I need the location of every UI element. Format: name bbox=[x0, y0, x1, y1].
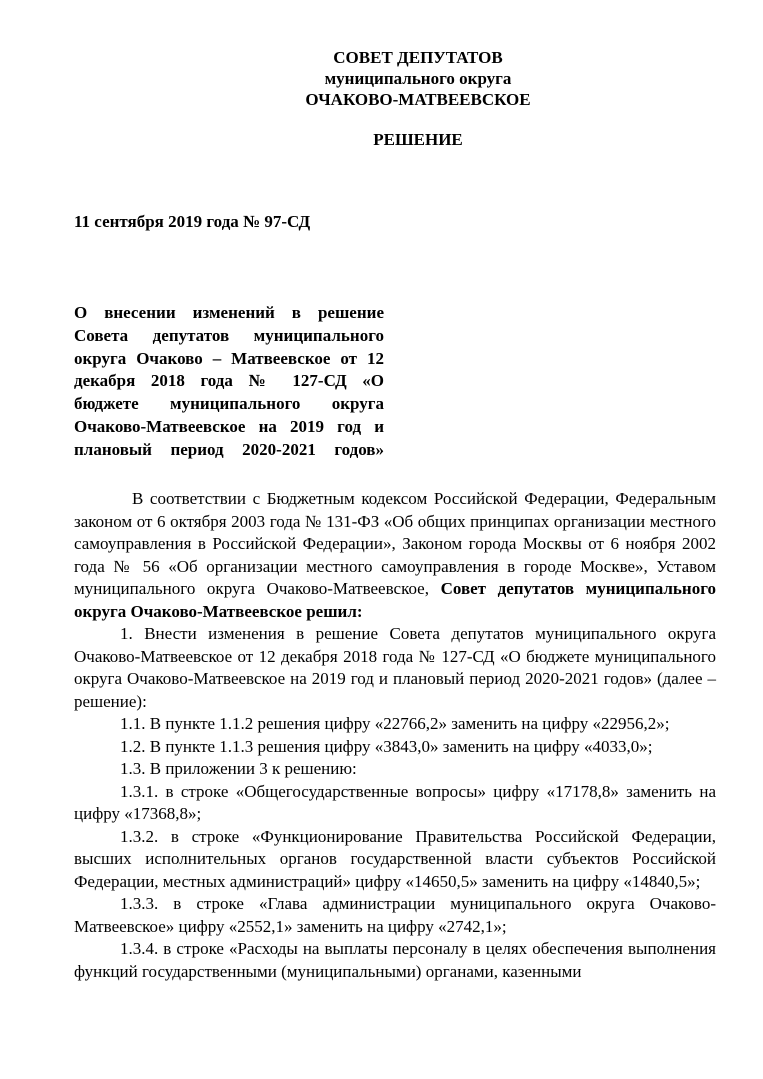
list-item: 1.3.3. в строке «Глава администрации муниципального округа Очаково-Матвеевское» цифру «2552,1» заменить на цифру «2742,1»; bbox=[74, 894, 716, 936]
list-item: 1.3.1. в строке «Общегосударственные вопросы» цифру «17178,8» заменить на цифру «17368,8»; bbox=[74, 781, 716, 823]
district-name: ОЧАКОВО-МАТВЕЕВСКОЕ bbox=[305, 90, 531, 109]
list-item: 1.3.4. в строке «Расходы на выплаты персоналу в целях обеспечения выполнения функций государственными (муниципальными) органами, казенными bbox=[74, 939, 716, 981]
decision-body bbox=[74, 488, 716, 983]
council-title: СОВЕТ ДЕПУТАТОВ bbox=[333, 48, 503, 67]
list-item: 1.2. В пункте 1.1.3 решения цифру «3843,0» заменить на цифру «4033,0»; bbox=[120, 736, 653, 756]
date-number: 11 сентября 2019 года № 97-СД bbox=[74, 212, 311, 231]
preamble-resolution: Совет депутатов муниципального округа Очаково-Матвеевское решил: bbox=[74, 579, 717, 621]
preamble-paragraph bbox=[74, 488, 716, 623]
list-item: 1.3. В приложении 3 к решению: bbox=[120, 759, 357, 778]
document-type: РЕШЕНИЕ bbox=[373, 130, 463, 149]
decision-subject: О внесении изменений в решение Совета депутатов муниципального округа Очаково – Матвеевское от 12 декабря 2018 года № 127-СД «О бюджете муниципального округа Очаково-Матвеевское на 2019 год и плановый период 2020-2021 годов» bbox=[74, 303, 384, 459]
list-item: 1.1. В пункте 1.1.2 решения цифру «22766,2» заменить на цифру «22956,2»; bbox=[120, 714, 670, 733]
list-item: 1. Внести изменения в решение Совета депутатов муниципального округа Очаково-Матвеевское от 12 декабря 2018 года № 127-СД «О бюджете муниципального округа Очаково-Матвеевское на 2019 год и плановый период 2020-2021 годов» (далее – решение): bbox=[74, 624, 716, 711]
preamble-text: В соответствии с Бюджетным кодексом Российской Федерации, Федеральным законом от 6 октября 2003 года № 131-ФЗ «Об общих принципах организации местного самоуправления в Российской Федерации», Законом города Москвы от 6 ноября 2002 года № 56 «Об организации местного самоуправления в городе Москве», Уставом муниципального округа Очаково-Матвеевское, bbox=[74, 489, 716, 598]
list-item: 1.3.2. в строке «Функционирование Правительства Российской Федерации, высших исполнительных органов государственной власти субъектов Российской Федерации, местных администраций» цифру «14650,5» заменить на цифру «14840,5»; bbox=[74, 826, 716, 891]
district-subtitle: муниципального округа bbox=[324, 69, 512, 88]
